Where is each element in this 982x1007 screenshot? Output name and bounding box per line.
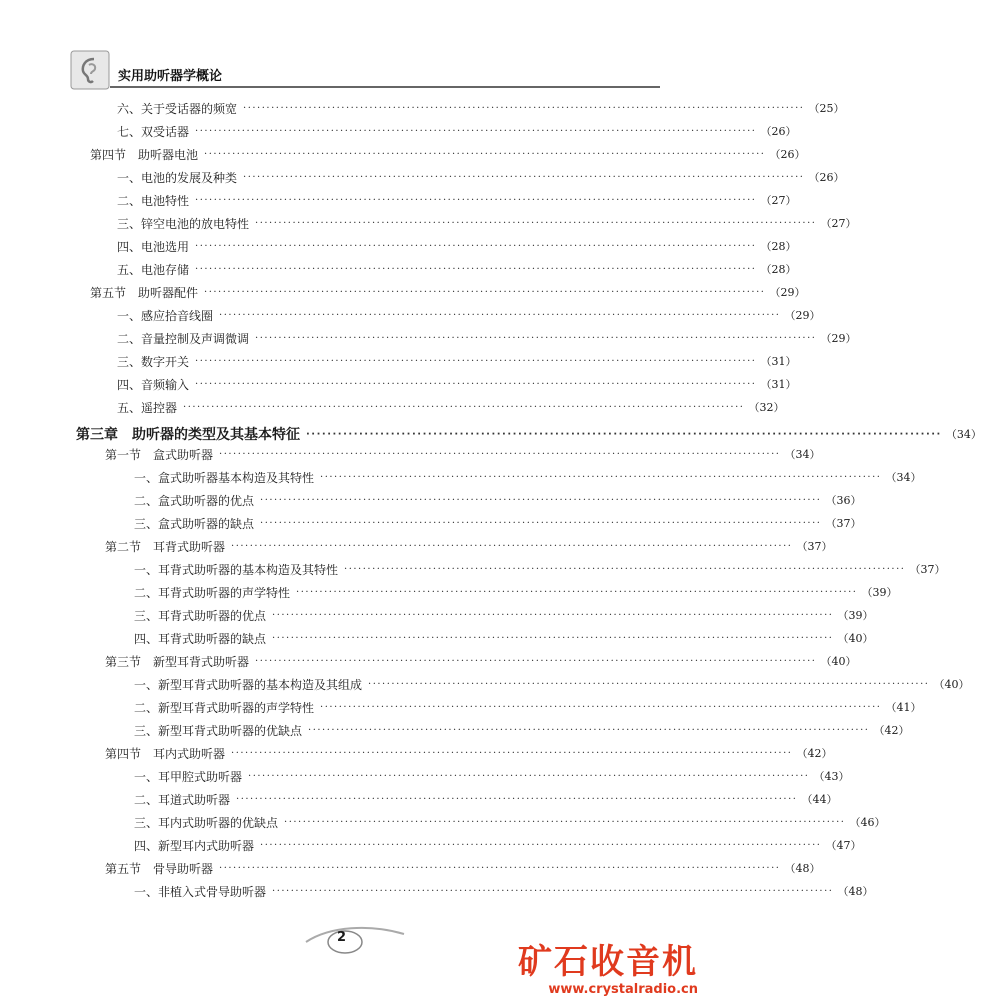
toc-entry-page: （46） bbox=[849, 816, 886, 829]
toc-entry[interactable] bbox=[134, 812, 886, 832]
toc-entry-label: 二、音量控制及声调微调 bbox=[117, 331, 250, 346]
footer-ornament bbox=[300, 920, 410, 960]
toc-entry-label: 三、锌空电池的放电特性 bbox=[117, 216, 250, 231]
toc-entry-page: （25） bbox=[808, 102, 845, 115]
running-header bbox=[60, 44, 660, 94]
dot-leader: ························································································································ bbox=[243, 102, 805, 114]
toc-entry[interactable] bbox=[134, 835, 862, 855]
toc-entry-page: （41） bbox=[885, 701, 922, 714]
toc-entry-page: （48） bbox=[784, 862, 821, 875]
toc-entry-page: （42） bbox=[796, 747, 833, 760]
page-footer bbox=[300, 920, 410, 960]
dot-leader: ························································································································ bbox=[255, 217, 817, 229]
dot-leader: ························································································································ bbox=[204, 286, 766, 298]
toc-entry[interactable] bbox=[117, 121, 797, 141]
toc-entry[interactable] bbox=[134, 789, 838, 809]
ear-icon bbox=[70, 50, 110, 90]
dot-leader: ························································································································ bbox=[255, 655, 817, 667]
dot-leader: ························································································································ bbox=[219, 862, 781, 874]
toc-entry-label: 四、耳背式助听器的缺点 bbox=[134, 631, 267, 646]
dot-leader: ························································································································ bbox=[219, 448, 781, 460]
dot-leader: ························································································································ bbox=[308, 724, 870, 736]
watermark-name: 矿石收音机 bbox=[518, 942, 698, 982]
dot-leader: ························································································································ bbox=[260, 517, 822, 529]
toc-entry-label: 二、耳背式助听器的声学特性 bbox=[134, 585, 291, 600]
dot-leader: ························································································································ bbox=[272, 609, 834, 621]
toc-entry-page: （34） bbox=[945, 428, 982, 441]
watermark-url: www.crystalradio.cn bbox=[548, 982, 698, 997]
toc-entry-label: 二、盒式助听器的优点 bbox=[134, 493, 255, 508]
toc-entry[interactable] bbox=[105, 651, 857, 671]
toc-entry-page: （43） bbox=[813, 770, 850, 783]
toc-entry-label: 第一节 盒式助听器 bbox=[105, 447, 214, 462]
dot-leader: ························································································································ bbox=[195, 263, 757, 275]
toc-entry[interactable] bbox=[134, 881, 874, 901]
dot-leader: ························································································································ bbox=[272, 885, 834, 897]
toc-entry-page: （29） bbox=[820, 332, 857, 345]
toc-entry-page: （28） bbox=[760, 263, 797, 276]
toc-entry[interactable] bbox=[117, 397, 785, 417]
dot-leader: ························································································································ bbox=[320, 471, 882, 483]
dot-leader: ························································································································ bbox=[320, 701, 882, 713]
dot-leader: ························································································································ bbox=[204, 148, 766, 160]
toc-entry-label: 一、盒式助听器基本构造及其特性 bbox=[134, 470, 315, 485]
toc-entry-page: （39） bbox=[837, 609, 874, 622]
toc-entry-label: 一、感应拾音线圈 bbox=[117, 308, 214, 323]
toc-entry[interactable] bbox=[117, 259, 797, 279]
toc-entry[interactable] bbox=[134, 559, 946, 579]
toc-entry[interactable] bbox=[134, 766, 850, 786]
toc-entry-label: 二、新型耳背式助听器的声学特性 bbox=[134, 700, 315, 715]
toc-entry-label: 二、耳道式助听器 bbox=[134, 792, 231, 807]
dot-leader: ························································································································ bbox=[248, 770, 810, 782]
toc-entry[interactable] bbox=[105, 444, 821, 464]
toc-entry-page: （31） bbox=[760, 378, 797, 391]
toc-entry-label: 第二节 耳背式助听器 bbox=[105, 539, 226, 554]
dot-leader: ························································································································ bbox=[260, 839, 822, 851]
toc-entry[interactable] bbox=[117, 167, 845, 187]
toc-entry-label: 第三节 新型耳背式助听器 bbox=[105, 654, 250, 669]
dot-leader: ························································································································ bbox=[243, 171, 805, 183]
toc-entry-label: 七、双受话器 bbox=[117, 124, 190, 139]
dot-leader: ························································································································ bbox=[231, 540, 793, 552]
toc-entry-page: （47） bbox=[825, 839, 862, 852]
toc-entry-label: 四、新型耳内式助听器 bbox=[134, 838, 255, 853]
toc-entry[interactable] bbox=[134, 582, 898, 602]
dot-leader: ························································································································ bbox=[272, 632, 834, 644]
header-rule bbox=[110, 86, 660, 88]
toc-entry[interactable] bbox=[90, 282, 806, 302]
toc-entry-page: （32） bbox=[748, 401, 785, 414]
toc-entry-page: （48） bbox=[837, 885, 874, 898]
dot-leader: ························································································································ bbox=[255, 332, 817, 344]
toc-entry-page: （44） bbox=[801, 793, 838, 806]
toc-entry-page: （28） bbox=[760, 240, 797, 253]
dot-leader: ························································································································ bbox=[368, 678, 930, 690]
toc-entry[interactable] bbox=[134, 605, 874, 625]
dot-leader: ························································································································ bbox=[344, 563, 906, 575]
toc-entry-label: 一、新型耳背式助听器的基本构造及其组成 bbox=[134, 677, 363, 692]
toc-entry[interactable] bbox=[105, 858, 821, 878]
toc-entry-page: （39） bbox=[861, 586, 898, 599]
dot-leader: ························································································································ bbox=[306, 428, 942, 440]
toc-entry-label: 四、音频输入 bbox=[117, 377, 190, 392]
toc-entry[interactable] bbox=[90, 144, 806, 164]
toc-entry-page: （26） bbox=[760, 125, 797, 138]
toc-entry-label: 第五节 骨导助听器 bbox=[105, 861, 214, 876]
toc-entry[interactable] bbox=[134, 697, 922, 717]
toc-entry-label: 一、耳甲腔式助听器 bbox=[134, 769, 243, 784]
dot-leader: ························································································································ bbox=[231, 747, 793, 759]
toc-entry-page: （27） bbox=[760, 194, 797, 207]
toc-entry[interactable] bbox=[117, 213, 857, 233]
toc-entry-page: （34） bbox=[885, 471, 922, 484]
toc-entry[interactable] bbox=[117, 98, 845, 118]
toc-entry[interactable] bbox=[134, 490, 862, 510]
toc-entry-label: 第四节 助听器电池 bbox=[90, 147, 199, 162]
dot-leader: ························································································································ bbox=[260, 494, 822, 506]
toc-entry[interactable] bbox=[117, 374, 797, 394]
toc-entry-page: （31） bbox=[760, 355, 797, 368]
dot-leader: ························································································································ bbox=[296, 586, 858, 598]
toc-entry-label: 五、遥控器 bbox=[117, 400, 178, 415]
toc-entry-page: （40） bbox=[837, 632, 874, 645]
toc-entry[interactable] bbox=[117, 305, 821, 325]
toc-entry-label: 六、关于受话器的频宽 bbox=[117, 101, 238, 116]
toc-entry-page: （37） bbox=[825, 517, 862, 530]
toc-entry-page: （27） bbox=[820, 217, 857, 230]
dot-leader: ························································································································ bbox=[195, 355, 757, 367]
dot-leader: ························································································································ bbox=[219, 309, 781, 321]
toc-entry-page: （37） bbox=[909, 563, 946, 576]
toc-entry-page: （40） bbox=[820, 655, 857, 668]
toc-entry-label: 五、电池存储 bbox=[117, 262, 190, 277]
dot-leader: ························································································································ bbox=[284, 816, 846, 828]
toc-entry-label: 第三章 助听器的类型及其基本特征 bbox=[76, 427, 300, 443]
toc-entry-page: （29） bbox=[769, 286, 806, 299]
toc-entry-page: （26） bbox=[769, 148, 806, 161]
toc-entry-label: 一、耳背式助听器的基本构造及其特性 bbox=[134, 562, 339, 577]
toc-entry[interactable] bbox=[117, 351, 797, 371]
toc-entry-label: 三、新型耳背式助听器的优缺点 bbox=[134, 723, 303, 738]
dot-leader: ························································································································ bbox=[195, 194, 757, 206]
toc-entry[interactable] bbox=[117, 190, 797, 210]
toc-entry[interactable] bbox=[76, 424, 982, 444]
toc-entry[interactable] bbox=[134, 467, 922, 487]
toc-entry[interactable] bbox=[105, 536, 833, 556]
toc-entry-label: 四、电池选用 bbox=[117, 239, 190, 254]
dot-leader: ························································································································ bbox=[195, 125, 757, 137]
toc-entry-label: 一、电池的发展及种类 bbox=[117, 170, 238, 185]
toc-entry-page: （26） bbox=[808, 171, 845, 184]
toc-entry[interactable] bbox=[134, 628, 874, 648]
page-number: 2 bbox=[337, 930, 347, 945]
dot-leader: ························································································································ bbox=[236, 793, 798, 805]
dot-leader: ························································································································ bbox=[183, 401, 745, 413]
toc-entry-page: （37） bbox=[796, 540, 833, 553]
toc-entry-page: （29） bbox=[784, 309, 821, 322]
toc-entry-page: （40） bbox=[933, 678, 970, 691]
dot-leader: ························································································································ bbox=[195, 240, 757, 252]
toc-entry[interactable] bbox=[105, 743, 833, 763]
toc-entry-label: 一、非植入式骨导助听器 bbox=[134, 884, 267, 899]
toc-entry[interactable] bbox=[134, 513, 862, 533]
toc-entry[interactable] bbox=[117, 236, 797, 256]
toc-entry-label: 二、电池特性 bbox=[117, 193, 190, 208]
toc-entry-page: （34） bbox=[784, 448, 821, 461]
toc-entry-page: （42） bbox=[873, 724, 910, 737]
toc-entry-label: 第四节 耳内式助听器 bbox=[105, 746, 226, 761]
toc-entry-label: 三、数字开关 bbox=[117, 354, 190, 369]
watermark bbox=[518, 942, 698, 998]
toc-entry-label: 三、耳内式助听器的优缺点 bbox=[134, 815, 279, 830]
toc-entry[interactable] bbox=[134, 674, 970, 694]
toc-entry-page: （36） bbox=[825, 494, 862, 507]
toc-entry-label: 三、盒式助听器的缺点 bbox=[134, 516, 255, 531]
toc-entry[interactable] bbox=[117, 328, 857, 348]
toc-entry[interactable] bbox=[134, 720, 910, 740]
toc-entry-label: 三、耳背式助听器的优点 bbox=[134, 608, 267, 623]
dot-leader: ························································································································ bbox=[195, 378, 757, 390]
toc-entry-label: 第五节 助听器配件 bbox=[90, 285, 199, 300]
book-title: 实用助听器学概论 bbox=[118, 69, 223, 84]
